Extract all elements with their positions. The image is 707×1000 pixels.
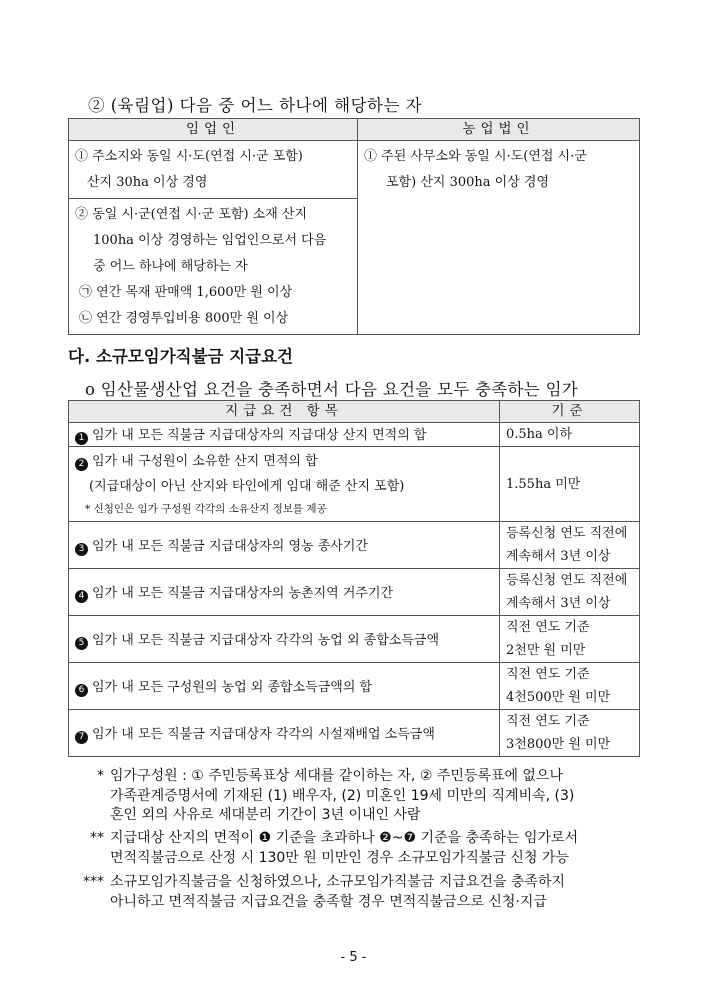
number-badge: 6 (75, 684, 88, 697)
page-number: - 5 - (340, 950, 367, 965)
criteria-line-b: 계속해서 3년 이상 (506, 549, 611, 564)
req-item-5 (69, 616, 500, 663)
number-badge: 3 (75, 543, 88, 556)
col-header-agri-corp: 농업법인 (358, 119, 640, 141)
req-item-3 (69, 522, 500, 569)
criteria-line-b: 3천800만 원 미만 (506, 737, 611, 752)
req-criteria-1 (500, 423, 640, 447)
forester-cond-2-sub-b: ㉡ 연간 경영투입비용 800만 원 이상 (79, 311, 289, 326)
number-badge: 7 (75, 731, 88, 744)
forester-cond-1-line-a: ① 주소지와 동일 시·도(연접 시·군 포함) (75, 149, 303, 164)
forester-cond-2-line-b: 100ha 이상 경영하는 임업인으로서 다음 (93, 233, 327, 248)
req-item-6 (69, 663, 500, 710)
note-text (110, 829, 578, 868)
agri-corp-cond-1 (358, 141, 640, 335)
agri-corp-cond-line-b: 포함) 산지 300ha 이상 경영 (386, 175, 550, 190)
req-criteria-7 (500, 710, 640, 757)
criteria-line-b: 4천500만 원 미만 (506, 690, 611, 705)
subheading-forestry: ② (육림업) 다음 중 어느 하나에 해당하는 자 (88, 96, 423, 115)
criteria-line-a: 직전 연도 기준 (506, 620, 590, 635)
criteria-line-a: 등록신청 연도 직전에 (506, 526, 628, 541)
note-text (110, 767, 574, 826)
req-item-text: 임가 내 모든 직불금 지급대상자의 지급대상 산지 면적의 합 (92, 428, 427, 443)
note-mark: *** (83, 874, 104, 890)
criteria-line-b: 계속해서 3년 이상 (506, 596, 611, 611)
criteria-line-a: 등록신청 연도 직전에 (506, 573, 628, 588)
note-line: 지급대상 산지의 면적이 ❶ 기준을 초과하나 ❷~❼ 기준을 충족하는 임가로서 (110, 830, 579, 846)
req-item-2-note: * 신청인은 임가 구성원 각각의 소유산지 정보를 제공 (85, 503, 327, 515)
number-badge: 4 (75, 590, 88, 603)
criteria-line-b: 2천만 원 미만 (506, 643, 586, 658)
forester-cond-2-line-c: 중 어느 하나에 해당하는 자 (93, 259, 248, 274)
col-header-criteria: 기준 (500, 401, 640, 423)
eligibility-table-forestry (68, 118, 640, 335)
req-item-text: 임가 내 모든 구성원의 농업 외 종합소득금액의 합 (92, 679, 373, 695)
forester-cond-2 (69, 199, 358, 335)
req-item-text: 임가 내 모든 직불금 지급대상자 각각의 시설재배업 소득금액 (92, 726, 435, 742)
req-criteria-3 (500, 522, 640, 569)
number-badge: 2 (75, 458, 88, 471)
req-item-text: 임가 내 모든 직불금 지급대상자 각각의 농업 외 종합소득금액 (92, 632, 440, 648)
req-criteria-4 (500, 569, 640, 616)
req-item-text: 임가 내 모든 직불금 지급대상자의 농촌지역 거주기간 (92, 585, 394, 601)
criteria-line-a: 0.5ha 이하 (506, 427, 573, 442)
note-line: 가족관계증명서에 기재된 (1) 배우자, (2) 미혼인 19세 미만의 직계비속, (3) (110, 787, 575, 804)
forester-cond-1-line-b: 산지 30ha 이상 경영 (87, 175, 208, 190)
number-badge: 5 (75, 637, 88, 650)
criteria-line-a: 직전 연도 기준 (506, 667, 590, 682)
note-line: 면적직불금으로 산정 시 130만 원 미만인 경우 소규모임가직불금 신청 가능 (110, 849, 569, 866)
note-mark: * (97, 768, 104, 784)
requirements-table (68, 400, 640, 757)
number-badge: 1 (75, 432, 88, 445)
note-mark: ** (90, 830, 104, 846)
req-item-1 (69, 423, 500, 447)
criteria-line-a: 직전 연도 기준 (506, 714, 590, 729)
agri-corp-cond-line-a: ① 주된 사무소와 동일 시·도(연접 시·군 (364, 149, 587, 164)
req-criteria-6 (500, 663, 640, 710)
req-item-7 (69, 710, 500, 757)
forester-cond-2-line-a: ② 동일 시·군(연접 시·군 포함) 소재 산지 (75, 207, 308, 222)
note-line: 소규모임가직불금을 신청하였으나, 소규모임가직불금 지급요건을 충족하지 (110, 874, 566, 890)
req-item-text: 임가 내 모든 직불금 지급대상자의 영농 종사기간 (92, 538, 368, 554)
note-line: 임가구성원 : ① 주민등록표상 세대를 같이하는 자, ② 주민등록표에 없으나 (110, 768, 563, 784)
forester-cond-2-sub-a: ㉠ 연간 목재 판매액 1,600만 원 이상 (79, 285, 293, 300)
forester-cond-1 (69, 141, 358, 199)
req-criteria-2 (500, 447, 640, 522)
req-criteria-5 (500, 616, 640, 663)
req-item-2 (69, 447, 500, 522)
section-title: 다. 소규모임가직불금 지급요건 (68, 347, 293, 366)
criteria-line-a: 1.55ha 미만 (506, 476, 581, 492)
note-line: 혼인 외의 사유로 세대분리 기간이 3년 이내인 사람 (110, 807, 421, 823)
req-item-2-sub: (지급대상이 아닌 산지와 타인에게 임대 해준 산지 포함) (89, 479, 405, 494)
note-line: 아니하고 면적직불금 지급요건을 충족할 경우 면적직불금으로 신청·지급 (110, 893, 547, 910)
bullet-intro: o 임산물생산업 요건을 충족하면서 다음 요건을 모두 충족하는 임가 (85, 380, 579, 399)
col-header-item: 지급요건 항목 (69, 401, 500, 423)
col-header-forester: 임업인 (69, 119, 358, 141)
note-text (110, 873, 565, 912)
req-item-text: 임가 내 구성원이 소유한 산지 면적의 합 (92, 454, 318, 469)
req-item-4 (69, 569, 500, 616)
